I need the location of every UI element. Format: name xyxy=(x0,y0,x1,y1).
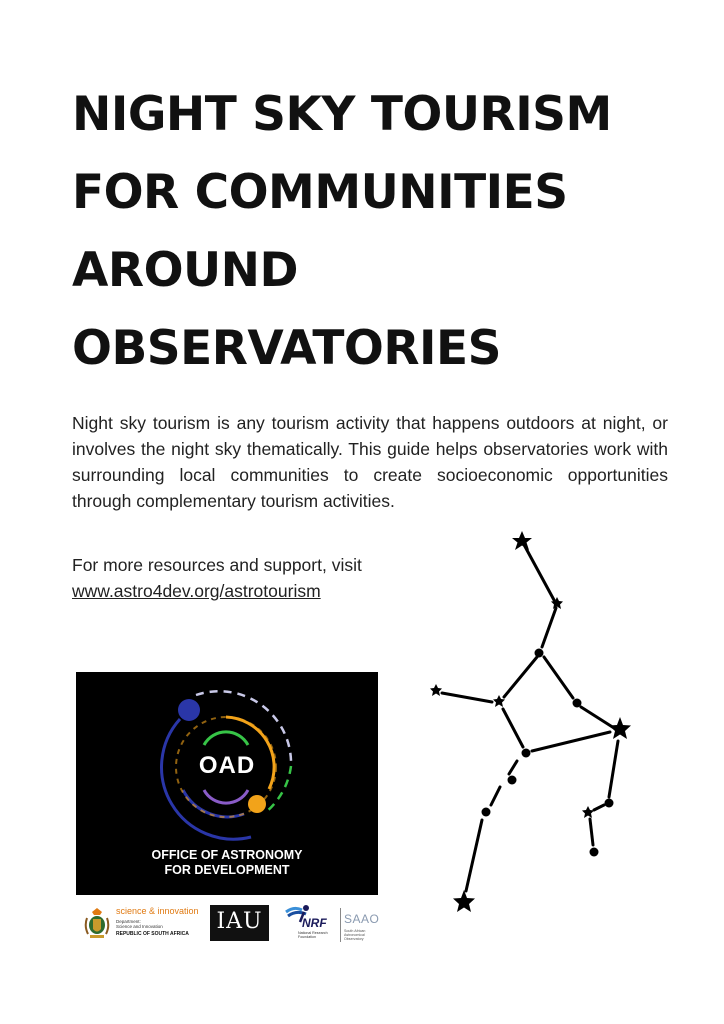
partner-logos xyxy=(80,900,380,948)
nrf-sub-line-1: National Research xyxy=(298,931,328,935)
intro-paragraph: Night sky tourism is any tourism activity that happens outdoors at night, or involves the night sky thematically. This guide helps observatories work with surrounding local communities to create socioeconomic opportunities through complementary tourism activities. xyxy=(72,413,668,511)
saao-sub-line-1: South African xyxy=(344,929,366,933)
logo-divider xyxy=(340,908,341,942)
iau-logo xyxy=(210,905,269,941)
dsi-country: REPUBLIC OF SOUTH AFRICA xyxy=(116,931,189,937)
coat-of-arms-icon xyxy=(84,906,110,940)
dsi-dept-line-1: Department: xyxy=(116,919,141,924)
nrf-wordmark: NRF xyxy=(302,916,327,930)
star-icon xyxy=(453,890,475,912)
title-line-4: OBSERVATORIES xyxy=(72,321,501,376)
nrf-sub-line-2: Foundation xyxy=(298,935,316,939)
star-icon xyxy=(582,806,594,818)
nrf-subtitle xyxy=(298,931,328,939)
star-icon xyxy=(609,717,631,739)
oad-abbreviation: OAD xyxy=(198,752,256,779)
nrf-saao-logo xyxy=(280,902,380,946)
oad-name-line-2: FOR DEVELOPMENT xyxy=(164,863,290,877)
star-icon xyxy=(430,684,442,696)
saao-sub-line-2: Astronomical Observatory xyxy=(344,933,365,941)
resources-block xyxy=(72,552,412,604)
saao-subtitle xyxy=(344,929,384,941)
saao-wordmark: SAAO xyxy=(344,912,380,926)
dsi-title: science & innovation xyxy=(116,906,199,916)
title-line-2: FOR COMMUNITIES xyxy=(72,165,568,220)
oad-logo xyxy=(76,672,378,895)
iau-wordmark: IAU xyxy=(216,909,263,934)
page-title xyxy=(72,76,692,388)
dsi-department xyxy=(116,919,163,929)
constellation-illustration xyxy=(420,525,650,920)
dsi-dept-line-2: Science and Innovation xyxy=(116,924,163,929)
star-icon xyxy=(512,531,532,550)
oad-name-line-1: OFFICE OF ASTRONOMY xyxy=(151,848,303,862)
resources-text: For more resources and support, visit xyxy=(72,555,362,575)
title-line-3: AROUND xyxy=(72,243,299,298)
resources-link[interactable]: www.astro4dev.org/astrotourism xyxy=(72,581,321,601)
dsi-logo xyxy=(80,902,210,946)
title-line-1: NIGHT SKY TOURISM xyxy=(72,87,612,142)
